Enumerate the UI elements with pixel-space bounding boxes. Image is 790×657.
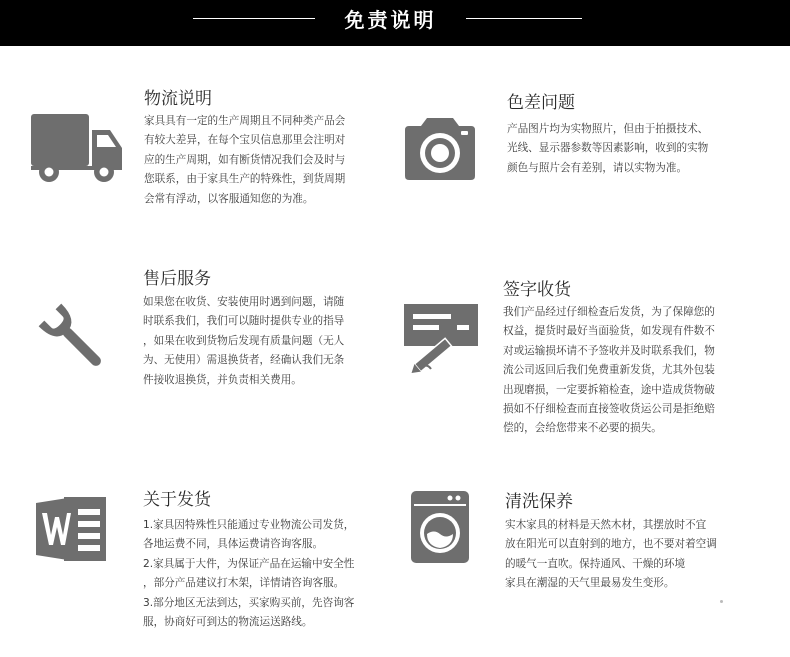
washing-machine-icon [410, 490, 470, 564]
text-line: 有较大差异，在每个宝贝信息那里会注明对 [144, 134, 346, 147]
text-line: 为、无使用）需退换货者，经确认我们无条 [143, 354, 345, 367]
sign-delivery-title: 签字收货 [503, 280, 571, 300]
logistics-text [144, 112, 345, 209]
text-line: 2.家具属于大件，为保证产品在运输中安全性 [143, 557, 355, 570]
text-line: 颜色与照片会有差别，请以实物为准。 [507, 161, 688, 174]
text-line: 偿的，会给您带来不必要的损失。 [503, 422, 662, 435]
text-line: 家具在潮湿的天气里最易发生变形。 [505, 577, 675, 590]
text-line: ，如果在收到货物后发现有质量问题（无人 [143, 334, 345, 347]
header-divider-left [193, 18, 315, 19]
text-line: 1.家具因特殊性只能通过专业物流公司发货， [143, 519, 355, 531]
decorative-dot [720, 600, 723, 603]
text-line: 服，协商好可到达的物流运送路线。 [143, 615, 313, 628]
text-line: 出现磨损，一定要拆箱检查，途中造成货物破 [503, 383, 715, 396]
text-line: 应的生产周期，如有断货情况我们会及时与 [144, 153, 346, 166]
shipping-title: 关于发货 [143, 490, 211, 510]
color-difference-text [507, 120, 708, 178]
color-difference-title: 色差问题 [507, 93, 575, 113]
text-line: 实木家具的材料是天然木材，其摆放时不宜 [505, 519, 707, 531]
after-sales-title: 售后服务 [143, 269, 211, 289]
text-line: 流公司返回后我们免费重新发货，尤其外包装 [503, 364, 715, 377]
text-line: 我们产品经过仔细检查后发货，为了保障您的 [503, 306, 715, 318]
text-line: 损如不仔细检查而直接签收货运公司是拒绝赔 [503, 402, 715, 415]
after-sales-text [143, 293, 344, 390]
text-line: ，部分产品建议打木架，详情请咨询客服。 [143, 577, 345, 590]
text-line: 产品图片均为实物照片，但由于拍摄技术、 [507, 123, 709, 135]
wrench-icon [36, 301, 112, 377]
text-line: 时联系我们，我们可以随时提供专业的指导 [143, 315, 345, 328]
text-line: 各地运费不同，具体运费请咨询客服。 [143, 538, 324, 551]
logistics-title: 物流说明 [144, 89, 212, 109]
signature-icon [403, 303, 479, 375]
header-bar [0, 0, 790, 46]
text-line: 权益，提货时最好当面验货，如发现有件数不 [503, 325, 715, 338]
text-line: 放在阳光可以直射到的地方，也不要对着空调 [505, 538, 717, 551]
text-line: 您联系，由于家具生产的特殊性，到货周期 [144, 173, 346, 186]
text-line: 如果您在收货、安装使用时遇到问题，请随 [143, 296, 345, 308]
page-title: 免责说明 [344, 8, 437, 32]
text-line: 对或运输损坏请不予签收并及时联系我们，物 [503, 344, 715, 357]
text-line: 会常有浮动，以客服通知您的为准。 [144, 192, 314, 205]
cleaning-text [505, 516, 717, 594]
shipping-text [143, 516, 354, 632]
text-line: 的暖气一直吹。保持通风、干燥的环境 [505, 557, 686, 570]
word-document-icon [34, 495, 108, 563]
text-line: 家具具有一定的生产周期且不同种类产品会 [144, 115, 346, 127]
text-line: 光线、显示器参数等因素影响，收到的实物 [507, 142, 709, 155]
text-line: 件接收退换货，并负责相关费用。 [143, 373, 302, 386]
sign-delivery-text [503, 303, 715, 439]
text-line: 3.部分地区无法到达，买家购买前，先咨询客 [143, 596, 355, 609]
truck-icon [30, 112, 124, 184]
cleaning-title: 清洗保养 [505, 492, 573, 512]
header-divider-right [466, 18, 582, 19]
camera-icon [403, 116, 477, 182]
